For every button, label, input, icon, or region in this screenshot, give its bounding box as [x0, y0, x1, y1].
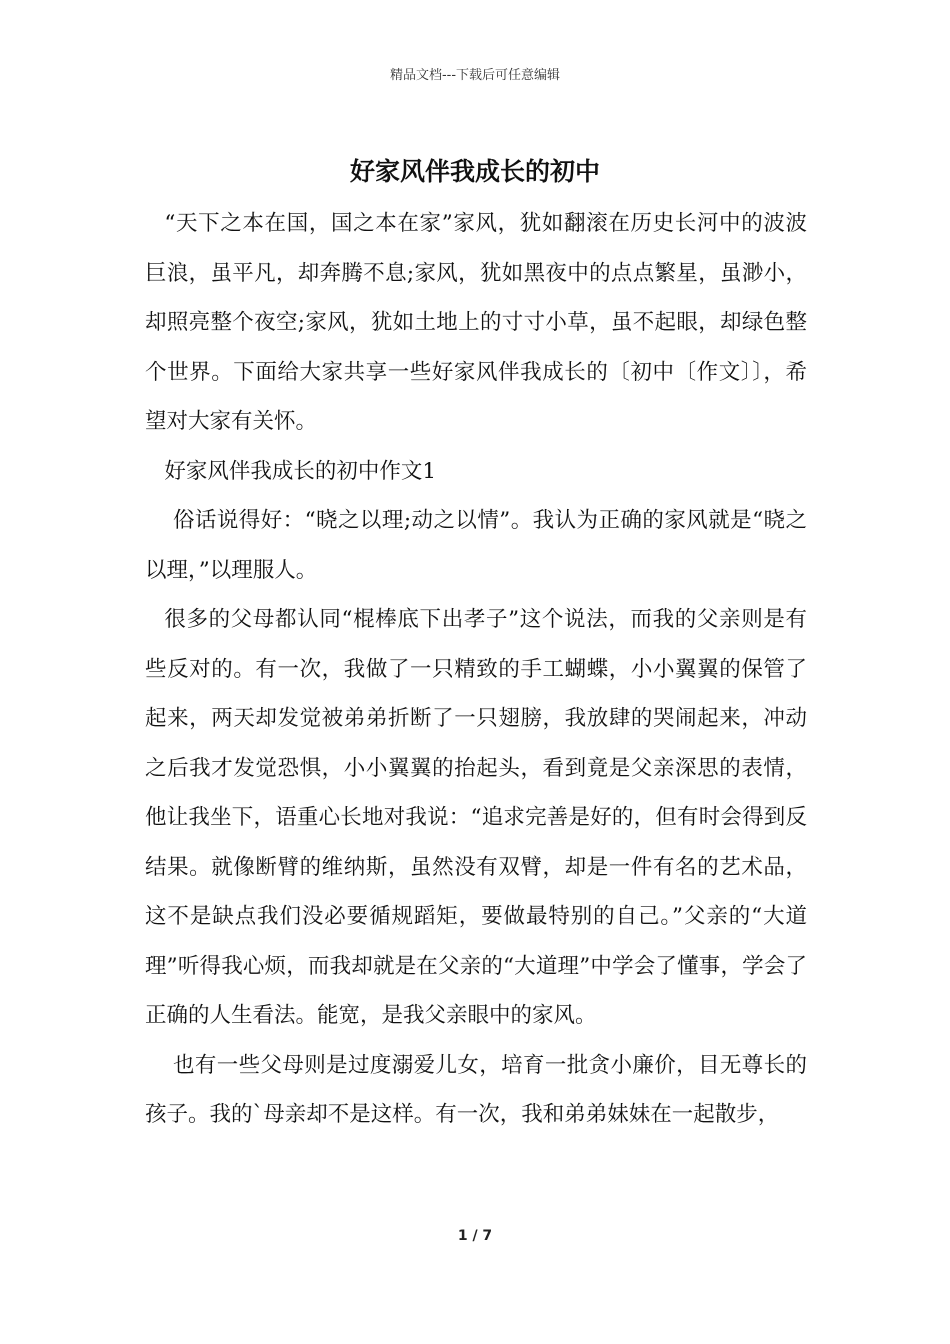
- intro-paragraph: “天下之本在国，国之本在家”家风，犹如翻滚在历史长河中的波波巨浪，虽平凡，却奔腾不息;家风，犹如黑夜中的点点繁星，虽渺小，却照亮整个夜空;家风，犹如土地上的寸寸小草，虽不起眼，却绿色整个世界。下面给大家共享一些好家风伴我成长的〔初中〔作文〕〕，希望对大家有关怀。: [145, 211, 807, 434]
- body-paragraph: 很多的父母都认同“棍棒底下出孝子”这个说法，而我的父亲则是有些反对的。有一次，我做了一只精致的手工蝴蝶，小小翼翼的保管了起来，两天却发觉被弟弟折断了一只翅膀，我放肆的哭闹起来，冲动之后我才发觉恐惧，小小翼翼的抬起头，看到竟是父亲深思的表情，他让我坐下，语重心长地对我说：“追求完善是好的，但有时会得到反结果。就像断臂的维纳斯，虽然没有双臂，却是一件有名的艺术品，这不是缺点我们没必要循规蹈矩，要做最特别的自己。”父亲的“大道理”听得我心烦，而我却就是在父亲的“大道理”中学会了懂事，学会了正确的人生看法。能宽，是我父亲眼中的家风。: [145, 607, 807, 1028]
- section-heading: 好家风伴我成长的初中作文1: [164, 458, 437, 484]
- body-paragraph: 俗话说得好：“晓之以理;动之以情”。我认为正确的家风就是“晓之以理，”以理服人。: [145, 508, 807, 583]
- page-header: 精品文档---下载后可任意编辑: [389, 68, 561, 83]
- document-title: 好家风伴我成长的初中: [349, 157, 600, 186]
- document-body: [145, 199, 807, 1140]
- body-paragraph: 也有一些父母则是过度溺爱儿女，培育一批贪小廉价，目无尊长的孩子。我的`母亲却不是这样。有一次，我和弟弟妹妹在一起散步，: [145, 1052, 807, 1127]
- page-number: 1 / 7: [457, 1228, 493, 1244]
